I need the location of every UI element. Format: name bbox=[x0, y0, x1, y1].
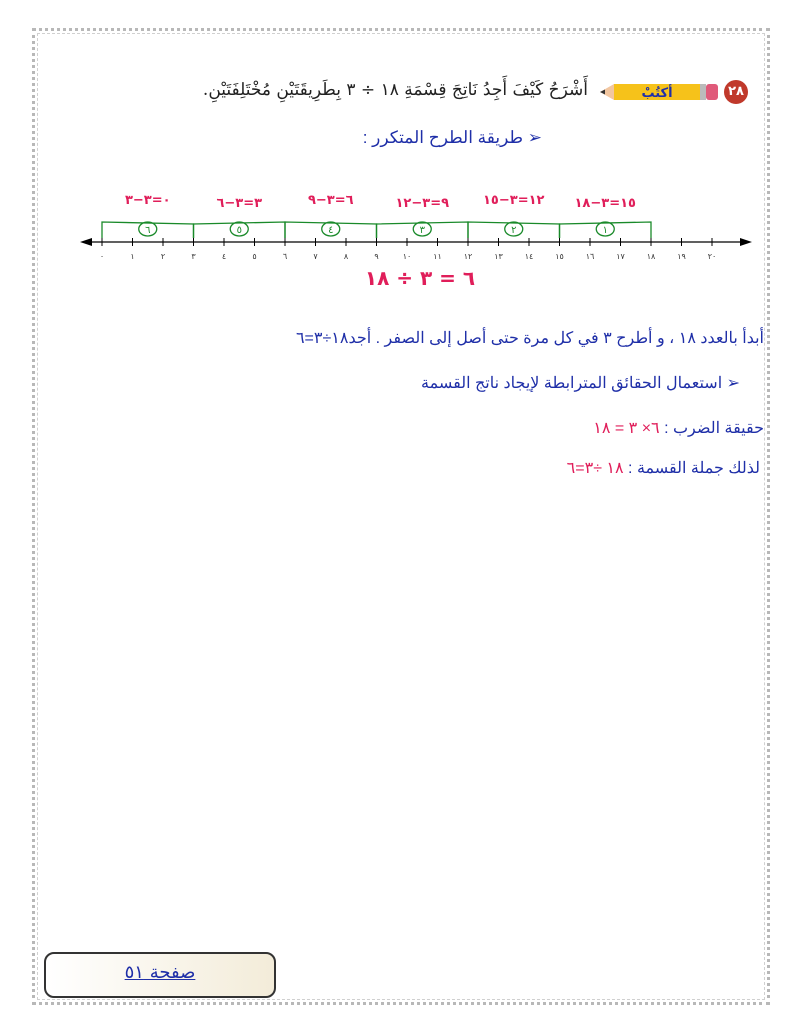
tick-label: ١٤ bbox=[524, 252, 534, 261]
step-order-number: ٤ bbox=[328, 225, 334, 236]
subtraction-step-label: ٣=٣−٦ bbox=[216, 196, 263, 211]
multiplication-fact-label: حقيقة الضرب : bbox=[659, 420, 764, 437]
tick-label: ٩ bbox=[374, 252, 379, 261]
tick-label: ٤ bbox=[221, 252, 227, 261]
write-badge-label: أكتُبْ bbox=[641, 86, 673, 101]
tick-label: ١٦ bbox=[585, 252, 595, 261]
division-result: ٦ = ٣ ÷ ١٨ bbox=[364, 266, 476, 290]
tick-label: ١٧ bbox=[616, 252, 625, 261]
method2-title: ➢ استعمال الحقائق المترابطة لإيجاد ناتج القسمة bbox=[421, 375, 740, 392]
division-sentence-label: لذلك جملة القسمة : bbox=[623, 460, 760, 477]
step-order-number: ١ bbox=[602, 225, 608, 236]
tick-label: ١٢ bbox=[463, 252, 473, 261]
tick-label: ١٠ bbox=[402, 252, 412, 261]
arrow-right-icon bbox=[740, 238, 752, 246]
tick-label: ١ bbox=[130, 252, 135, 261]
tick-label: ٦ bbox=[282, 252, 288, 261]
step-order-number: ٥ bbox=[236, 225, 242, 236]
step-order-number: ٦ bbox=[145, 225, 151, 236]
page-number-box bbox=[44, 952, 276, 998]
multiplication-fact-value: ٦× ٣ = ١٨ bbox=[593, 420, 660, 437]
method1-title: ➢ طريقة الطرح المتكرر : bbox=[362, 128, 542, 147]
tick-label: ٠ bbox=[99, 252, 105, 261]
step-order-number: ٣ bbox=[419, 225, 425, 236]
tick-label: ٥ bbox=[252, 252, 257, 261]
tick-label: ٨ bbox=[343, 252, 349, 261]
number-line bbox=[80, 185, 760, 295]
question-number-badge: ٢٨ bbox=[724, 80, 748, 104]
subtraction-step-label: ٠=٣−٣ bbox=[124, 193, 171, 208]
subtraction-explanation: أبدأ بالعدد ١٨ ، و أطرح ٣ في كل مرة حتى أصل إلى الصفر . أجد١٨÷٣=٦ bbox=[295, 330, 764, 347]
subtraction-step-label: ١٢=٣−١٥ bbox=[483, 193, 545, 208]
tick-label: ٣ bbox=[191, 252, 196, 261]
question-row bbox=[120, 78, 760, 112]
tick-label: ٢ bbox=[160, 252, 166, 261]
division-sentence-value: ١٨ ÷٣=٦ bbox=[566, 460, 624, 477]
page-border-inner bbox=[37, 33, 765, 1000]
tick-label: ١٥ bbox=[555, 252, 564, 261]
tick-label: ١٨ bbox=[646, 252, 656, 261]
tick-label: ٢٠ bbox=[707, 252, 717, 261]
question-text: أَشْرَحُ كَيْفَ أَجِدُ نَاتِجَ قِسْمَةِ ١٨ ÷ ٣ بِطَرِيقَتَيْنِ مُخْتَلِفَتَيْنِ. bbox=[202, 80, 588, 100]
subtraction-step-label: ٦=٣−٩ bbox=[307, 193, 354, 208]
division-sentence-row bbox=[567, 458, 760, 478]
tick-label: ٧ bbox=[313, 252, 318, 261]
subtraction-step-label: ٩=٣−١٢ bbox=[395, 196, 450, 211]
tick-label: ١١ bbox=[433, 252, 442, 261]
step-order-number: ٢ bbox=[511, 225, 517, 236]
subtraction-step-label: ١٥=٣−١٨ bbox=[574, 196, 636, 211]
tick-label: ١٩ bbox=[677, 252, 686, 261]
multiplication-fact-row bbox=[593, 418, 764, 438]
tick-label: ١٣ bbox=[494, 252, 503, 261]
page-number: صفحة ٥١ bbox=[124, 962, 196, 983]
arrow-left-icon bbox=[80, 238, 92, 246]
pencil-icon bbox=[600, 80, 718, 104]
